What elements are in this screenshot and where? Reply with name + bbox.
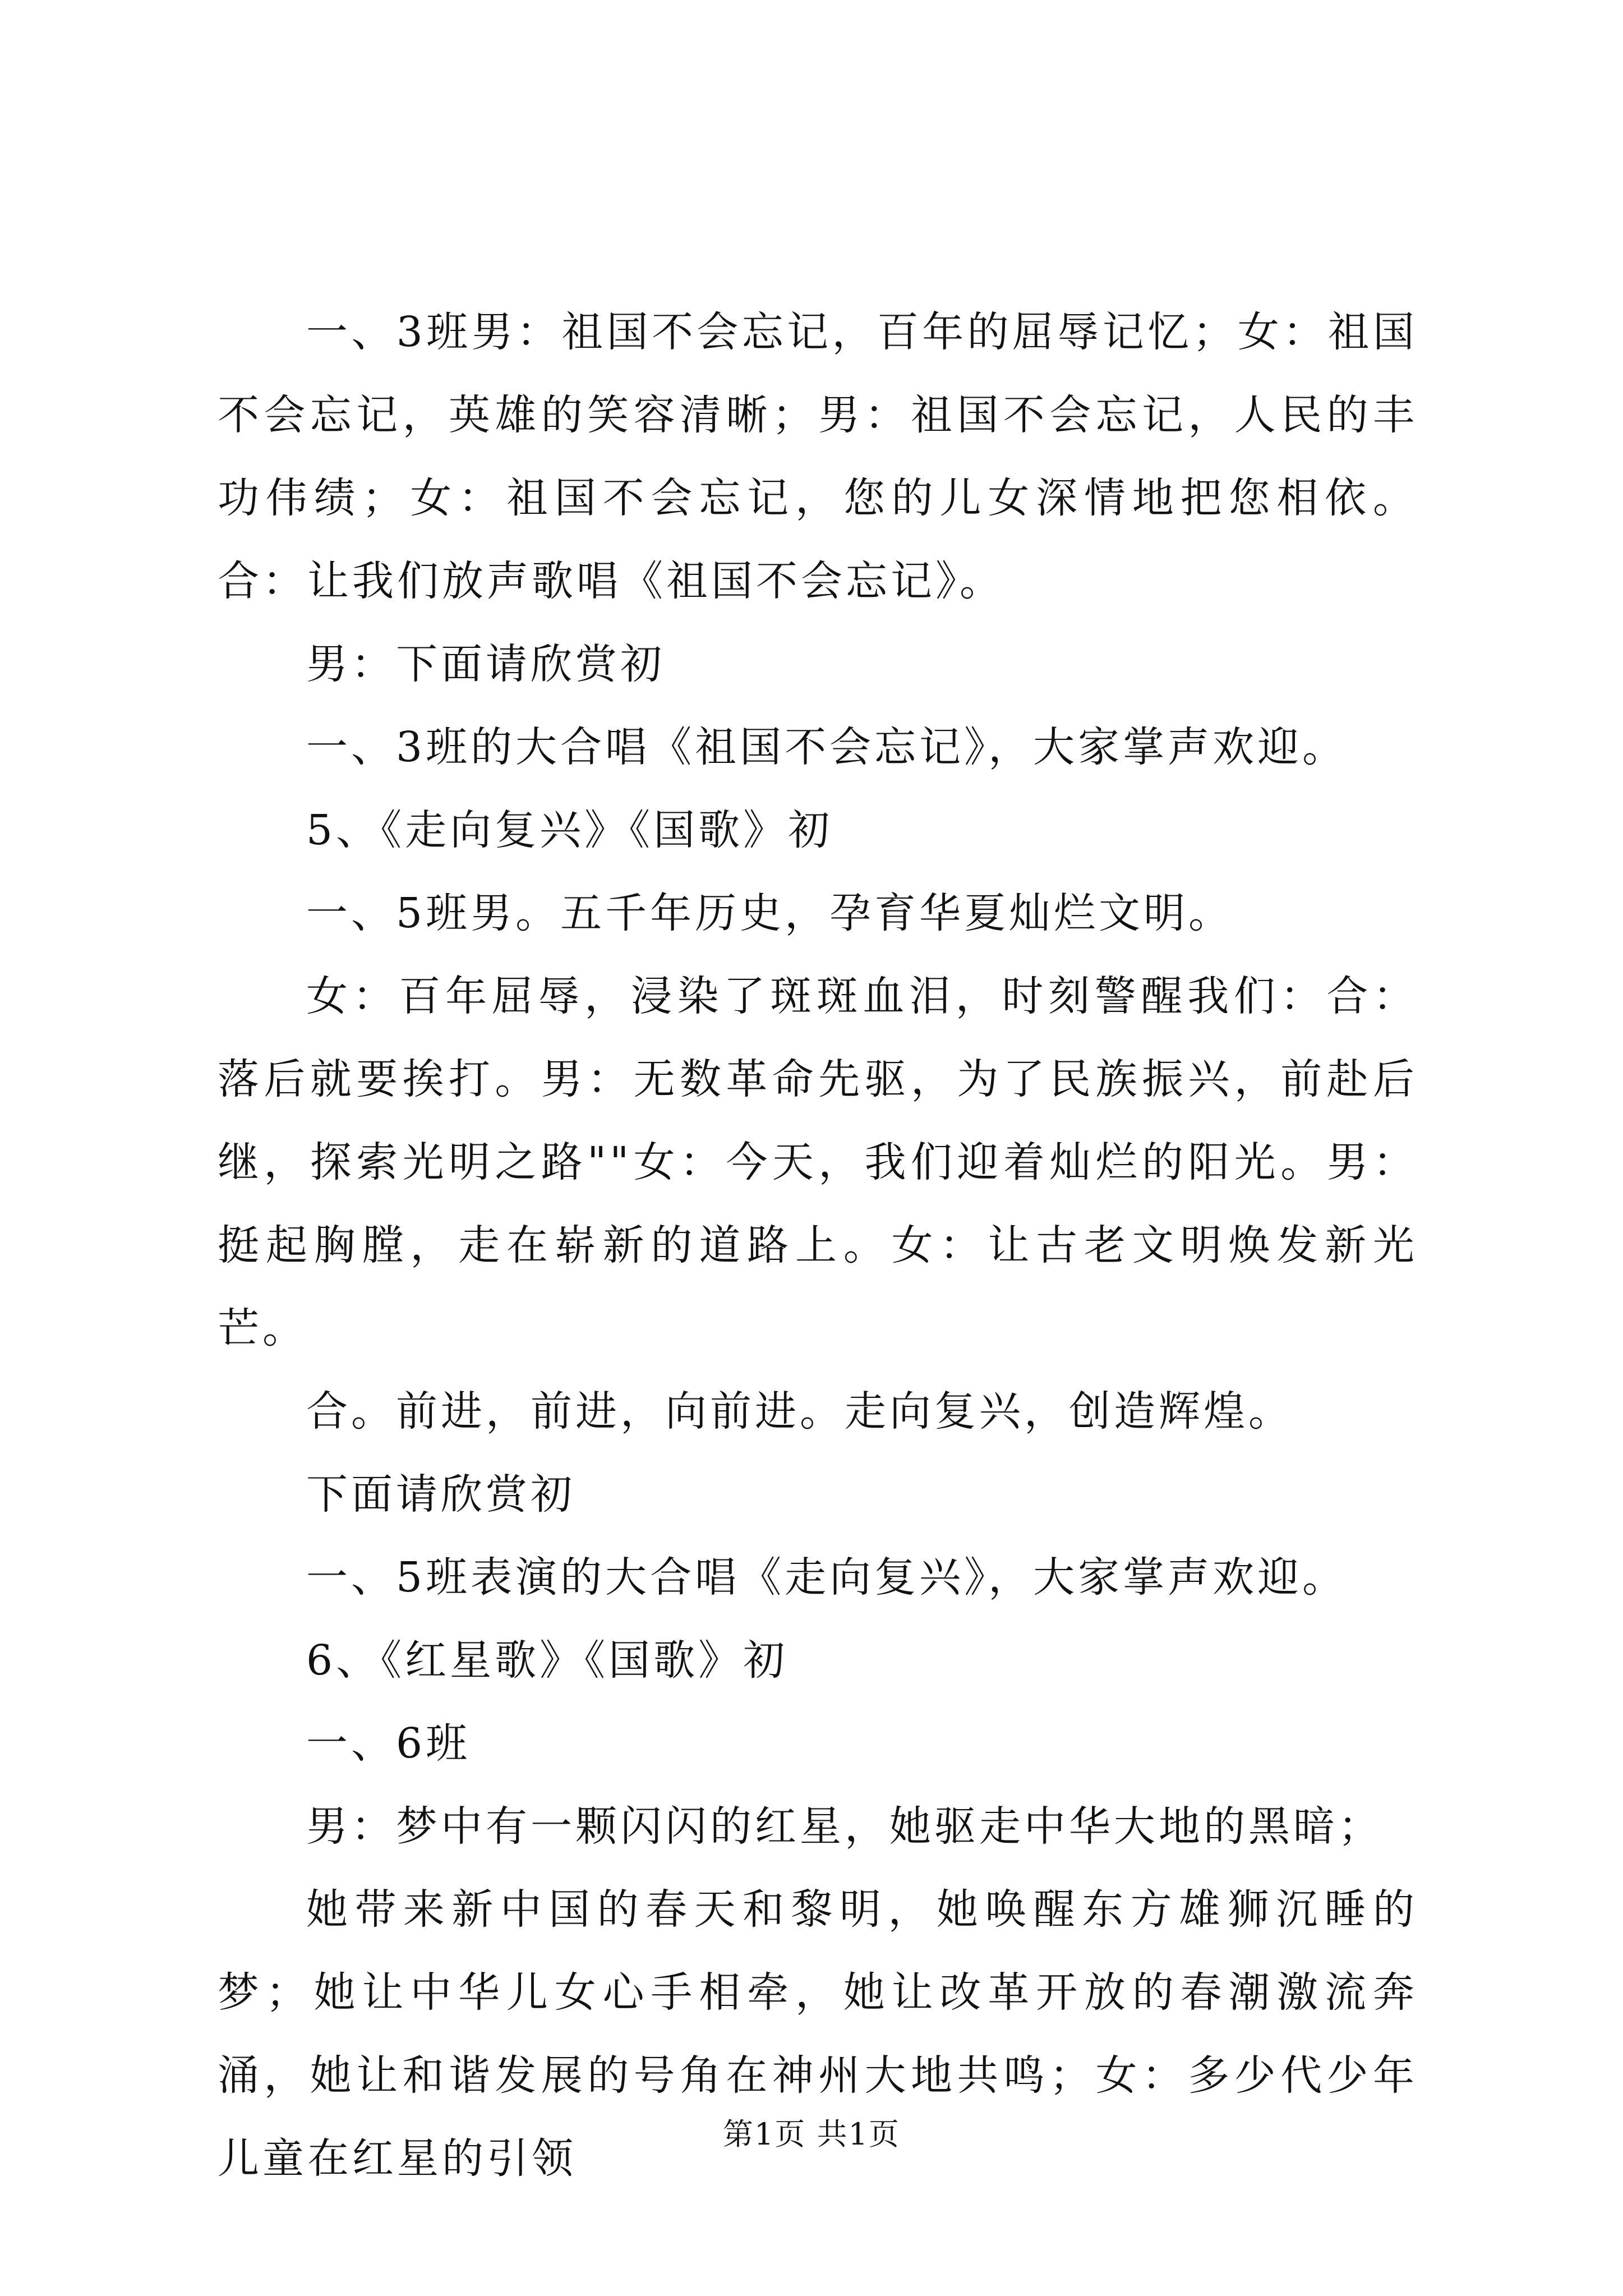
paragraph-1: 一、3班男：祖国不会忘记，百年的屈辱记忆；女：祖国不会忘记，英雄的笑容清晰；男：祖国不会忘记，人民的丰功伟绩；女：祖国不会忘记，您的儿女深情地把您相依。合：让我们放声歌唱《祖国不会忘记》。 — [218, 308, 1418, 605]
paragraph-5: 一、5班男。五千年历史，孕育华夏灿烂文明。 — [306, 889, 1234, 937]
paragraph-8: 下面请欣赏初 — [306, 1470, 575, 1519]
paragraph-13: 她带来新中国的春天和黎明，她唤醒东方雄狮沉睡的梦；她让中华儿女心手相牵，她让改革开放的春潮激流奔涌，她让和谐发展的号角在神州大地共鸣；女：多少代少年儿童在红星的引领 — [218, 1885, 1418, 2183]
paragraph-9: 一、5班表演的大合唱《走向复兴》，大家掌声欢迎。 — [306, 1553, 1348, 1602]
paragraph-6: 女：百年屈辱，浸染了斑斑血泪，时刻警醒我们：合：落后就要挨打。男：无数革命先驱，为了民族振兴，前赴后继，探索光明之路""女：今天，我们迎着灿烂的阳光。男：挺起胸膛，走在崭新的道路上。女：让古老文明焕发新光芒。 — [218, 972, 1418, 1352]
page-footer: 第1页 共1页 — [723, 2116, 900, 2152]
paragraph-2: 男：下面请欣赏初 — [306, 640, 665, 688]
paragraph-7: 合。前进，前进，向前进。走向复兴，创造辉煌。 — [306, 1387, 1293, 1435]
paragraph-10: 6、《红星歌》《国歌》初 — [306, 1636, 789, 1685]
paragraph-4: 5、《走向复兴》《国歌》初 — [306, 806, 833, 854]
paragraph-3: 一、3班的大合唱《祖国不会忘记》，大家掌声欢迎。 — [306, 723, 1348, 771]
paragraph-12: 男：梦中有一颗闪闪的红星，她驱走中华大地的黑暗； — [306, 1802, 1383, 1851]
document-body — [218, 291, 1418, 2200]
paragraph-11: 一、6班 — [306, 1719, 471, 1768]
